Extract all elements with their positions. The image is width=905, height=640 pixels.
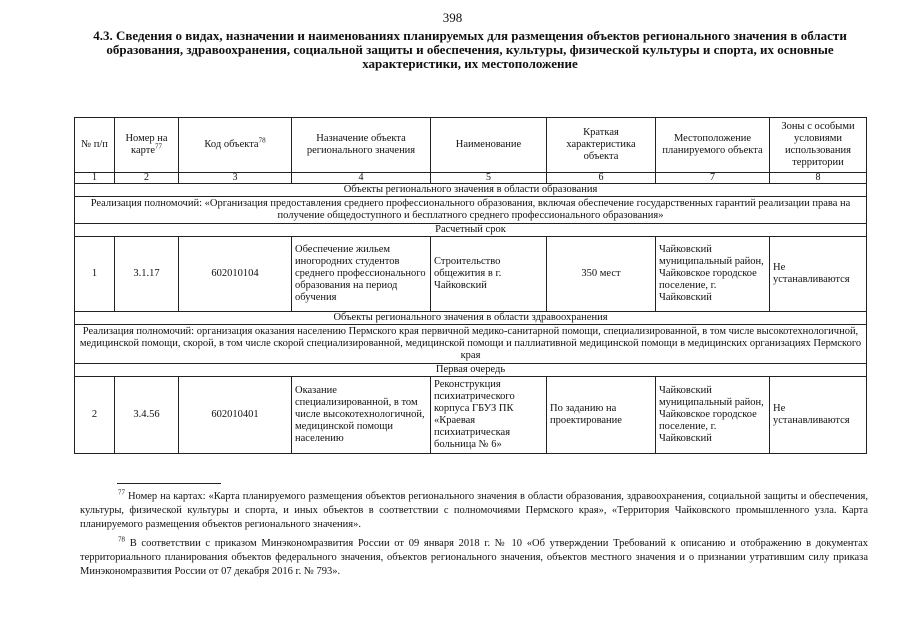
column-number: 8 [770, 173, 867, 184]
footnote-divider [117, 483, 221, 484]
object-code: 602010104 [179, 237, 292, 312]
column-number: 2 [115, 173, 179, 184]
object-purpose: Оказание специализированной, в том числе высокотехнологичной, медицинской помощи населению [292, 377, 431, 454]
period-row [75, 224, 867, 237]
object-location: Чайковский муниципальный район, Чайковское городское поселение, г. Чайковский [656, 237, 770, 312]
footnote-ref-78: 78 [258, 136, 266, 145]
object-characteristic: 350 мест [547, 237, 656, 312]
footnotes [80, 490, 868, 579]
object-purpose: Обеспечение жильем иногородних студентов среднего профессионального образования на период обучения [292, 237, 431, 312]
table-row [75, 237, 867, 312]
row-num: 1 [75, 237, 115, 312]
section-title-row [75, 312, 867, 325]
period-label: Расчетный срок [75, 224, 867, 237]
table-row [75, 377, 867, 454]
column-number: 4 [292, 173, 431, 184]
section-title-education: Объекты регионального значения в области образования [75, 184, 867, 197]
footnote-text: В соответствии с приказом Минэкономразвития России от 09 января 2018 г. № 10 «Об утверждении Требований к описанию и отображению в документах территориального планирования объектов федерального значения, объектов регионального значения, объектов местного значения и о признании утратившим силу приказа Минэкономразвития России от 07 декабря 2016 г. № 793». [80, 538, 868, 577]
section-title-healthcare: Объекты регионального значения в области здравоохранения [75, 312, 867, 325]
col-header-code: Код объекта$^{78}$ [179, 118, 292, 173]
footnote-ref-77: 77 [154, 142, 162, 151]
objects-table [74, 117, 867, 454]
footnote-77 [80, 490, 868, 532]
page-title: 4.3. Сведения о видах, назначении и наименованиях планируемых для размещения объектов регионального значения в области образования, здравоохранения, социальной защиты и обеспечения, культуры, физической культуры и спорта, их основные характеристики, их местоположение [93, 28, 847, 71]
col-header-characteristic: Краткая характеристика объекта [547, 118, 656, 173]
col-header-map-num: Номер на карте$^{77}$ [115, 118, 179, 173]
section-title-row [75, 184, 867, 197]
col-header-zones: Зоны с особыми условиями использования территории [770, 118, 867, 173]
column-number: 5 [431, 173, 547, 184]
footnote-78 [80, 537, 868, 579]
period-row [75, 364, 867, 377]
footnote-text: Номер на картах: «Карта планируемого размещения объектов регионального значения в области образования, здравоохранения, социальной защиты и обеспечения, культуры, физической культуры и спорта, и иных объектов в соответствии с полномочиями Пермского края», «Территория Чайковского промышленного узла. Карта планируемого размещения объектов регионального значения». [80, 491, 868, 530]
object-code: 602010401 [179, 377, 292, 454]
object-characteristic: По заданию на проектирование [547, 377, 656, 454]
column-number: 1 [75, 173, 115, 184]
footnote-mark: 78 [118, 535, 125, 544]
row-num: 2 [75, 377, 115, 454]
special-zones: Не устанавливаются [770, 237, 867, 312]
map-number: 3.1.17 [115, 237, 179, 312]
map-number: 3.4.56 [115, 377, 179, 454]
authority-row [75, 325, 867, 364]
col-header-purpose: Назначение объекта регионального значения [292, 118, 431, 173]
authority-text-education: Реализация полномочий: «Организация предоставления среднего профессионального образования, включая обеспечение государственных гарантий реализации права на получение общедоступного и бесплатного среднего профессионального образования» [75, 197, 867, 224]
period-label: Первая очередь [75, 364, 867, 377]
column-number-row [75, 173, 867, 184]
table-header-row [75, 118, 867, 173]
col-header-num: № п/п [75, 118, 115, 173]
column-number: 3 [179, 173, 292, 184]
special-zones: Не устанавливаются [770, 377, 867, 454]
object-location: Чайковский муниципальный район, Чайковское городское поселение, г. Чайковский [656, 377, 770, 454]
column-number: 6 [547, 173, 656, 184]
object-name: Реконструкция психиатрического корпуса ГБУЗ ПК «Краевая психиатрическая больница № 6» [431, 377, 547, 454]
footnote-mark: 77 [118, 488, 125, 497]
authority-row [75, 197, 867, 224]
col-header-name: Наименование [431, 118, 547, 173]
page-number: 398 [442, 10, 463, 25]
col-header-location: Местоположение планируемого объекта [656, 118, 770, 173]
authority-text-healthcare: Реализация полномочий: организация оказания населению Пермского края первичной медико-санитарной помощи, специализированной, в том числе высокотехнологичной, медицинской помощи, скорой, в том числе скорой специализированной, медицинской помощи и паллиативной медицинской помощи в медицинских организациях Пермского края [75, 325, 867, 364]
column-number: 7 [656, 173, 770, 184]
object-name: Строительство общежития в г. Чайковский [431, 237, 547, 312]
